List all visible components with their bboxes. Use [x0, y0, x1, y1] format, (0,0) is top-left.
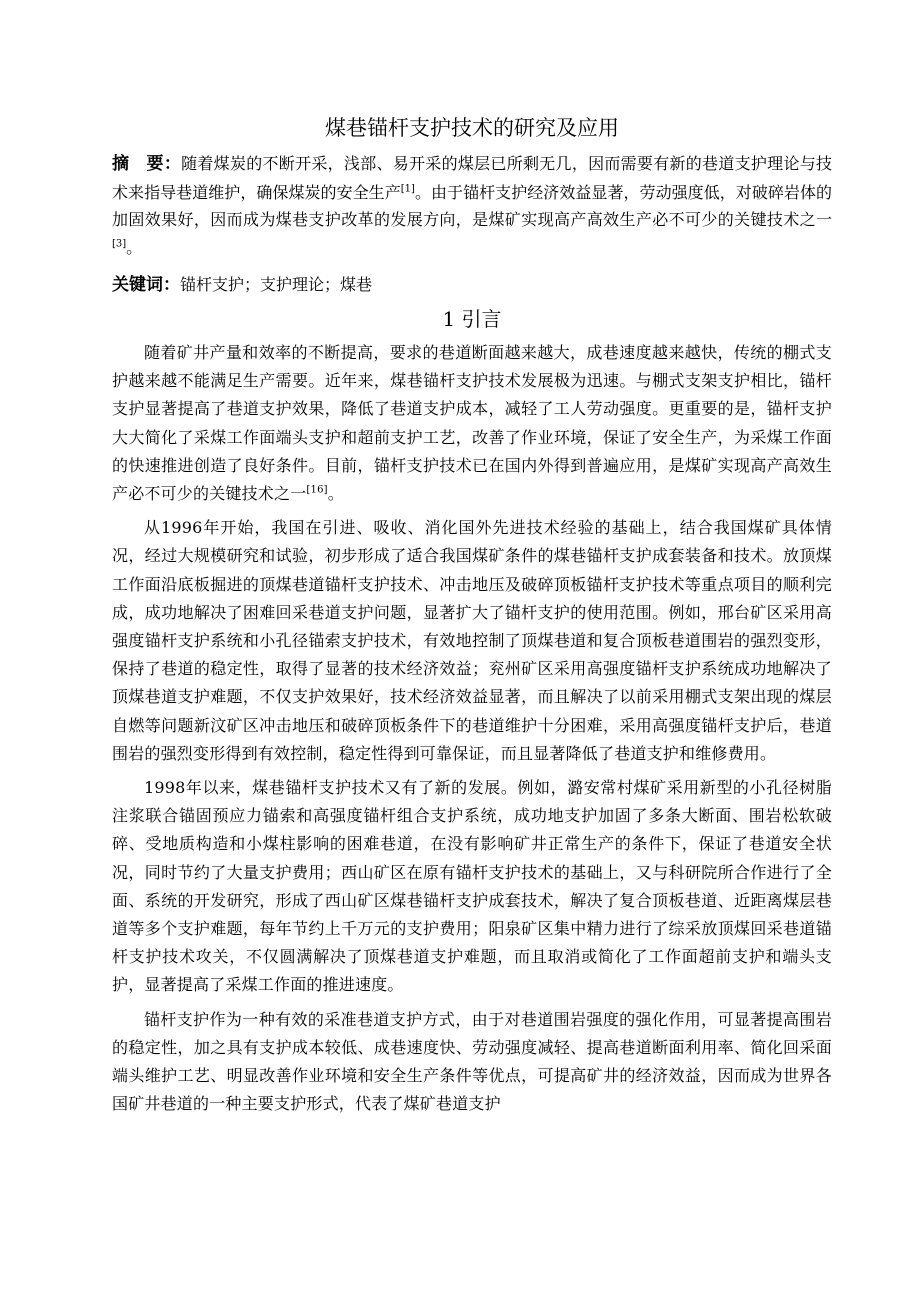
abstract [112, 150, 832, 261]
paragraph: 1998年以来，煤巷锚杆支护技术又有了新的发展。例如，潞安常村煤矿采用新型的小孔径树脂注浆联合锚固预应力锚索和高强度锚杆组合支护系统，成功地支护加固了多条大断面、围岩松软破碎、受地质构造和小煤柱影响的困难巷道，在没有影响矿井正常生产的条件下，保证了巷道安全状况，同时节约了大量支护费用；西山矿区在原有锚杆支护技术的基础上，又与科研院所合作进行了全面、系统的开发研究，形成了西山矿区煤巷锚杆支护成套技术，解决了复合顶板巷道、近距离煤层巷道等多个支护难题，每年节约上千万元的支护费用；阳泉矿区集中精力进行了综采放顶煤回采巷道锚杆支护技术攻关，不仅圆满解决了顶煤巷道支护难题，而且取消或简化了工作面超前支护和端头支护，显著提高了采煤工作面的推进速度。 [112, 778, 832, 995]
paragraph-text-end: 。 [327, 484, 344, 504]
keywords-label: 关键词： [112, 275, 180, 295]
document-page [112, 112, 832, 1124]
paragraph [112, 339, 832, 508]
abstract-label: 摘 要： [112, 154, 182, 174]
section-heading: 1 引言 [442, 307, 502, 331]
paragraph: 从1996年开始，我国在引进、吸收、消化国外先进技术经验的基础上，结合我国煤矿具体情况，经过大规模研究和试验，初步形成了适合我国煤矿条件的煤巷锚杆支护成套装备和技术。放顶煤工作面沿底板掘进的顶煤巷道锚杆支护技术、冲击地压及破碎顶板锚杆支护技术等重点项目的顺利完成，成功地解决了困难回采巷道支护问题，显著扩大了锚杆支护的使用范围。例如，邢台矿区采用高强度锚杆支护系统和小孔径锚索支护技术，有效地控制了顶煤巷道和复合顶板巷道围岩的强烈变形，保持了巷道的稳定性，取得了显著的技术经济效益；兖州矿区采用高强度锚杆支护系统成功地解决了顶煤巷道支护难题，不仅支护效果好，技术经济效益显著，而且解决了以前采用棚式支架出现的煤层自燃等问题新汶矿区冲击地压和破碎顶板条件下的巷道维护十分困难，采用高强度锚杆支护后，巷道围岩的强烈变形得到有效控制，稳定性得到可靠保证，而且显著降低了巷道支护和维修费用。 [112, 518, 832, 763]
citation-ref: [16] [306, 484, 328, 496]
citation-ref: [3] [112, 238, 127, 250]
paragraph: 锚杆支护作为一种有效的采准巷道支护方式，由于对巷道围岩强度的强化作用，可显著提高围岩的稳定性，加之具有支护成本较低、成巷速度快、劳动强度减轻、提高巷道断面利用率、简化回采面端头维护工艺、明显改善作业环境和安全生产条件等优点，可提高矿井的经济效益，因而成为世界各国矿井巷道的一种主要支护形式，代表了煤矿巷道支护 [112, 1009, 832, 1114]
paragraph-text: 随着矿井产量和效率的不断提高，要求的巷道断面越来越大，成巷速度越来越快，传统的棚式支护越来越不能满足生产需要。近年来，煤巷锚杆支护技术发展极为迅速。与棚式支架支护相比，锚杆支护显著提高了巷道支护效果，降低了巷道支护成本，减轻了工人劳动强度。更重要的是，锚杆支护大大简化了采煤工作面端头支护和超前支护工艺，改善了作业环境，保证了安全生产，为采煤工作面的快速推进创造了良好条件。目前，锚杆支护技术已在国内外得到普遍应用，是煤矿实现高产高效生产必不可少的关键技术之一 [112, 343, 832, 504]
paper-title: 煤巷锚杆支护技术的研究及应用 [325, 116, 619, 140]
abstract-text-3: 。 [126, 237, 143, 257]
keywords [112, 271, 832, 299]
abstract-text-2: 。由于锚杆支护经济效益显著，劳动强度低，对破碎岩体的加固效果好，因而成为煤巷支护改革的发展方向，是煤矿实现高产高效生产必不可少的关键技术之一 [112, 182, 832, 229]
citation-ref: [1] [400, 183, 415, 195]
keywords-text: 锚杆支护；支护理论；煤巷 [180, 275, 373, 294]
abstract-text-1: 随着煤炭的不断开采，浅部、易开采的煤层已所剩无几，因而需要有新的巷道支护理论与技术来指导巷道维护，确保煤炭的安全生产 [112, 154, 832, 202]
